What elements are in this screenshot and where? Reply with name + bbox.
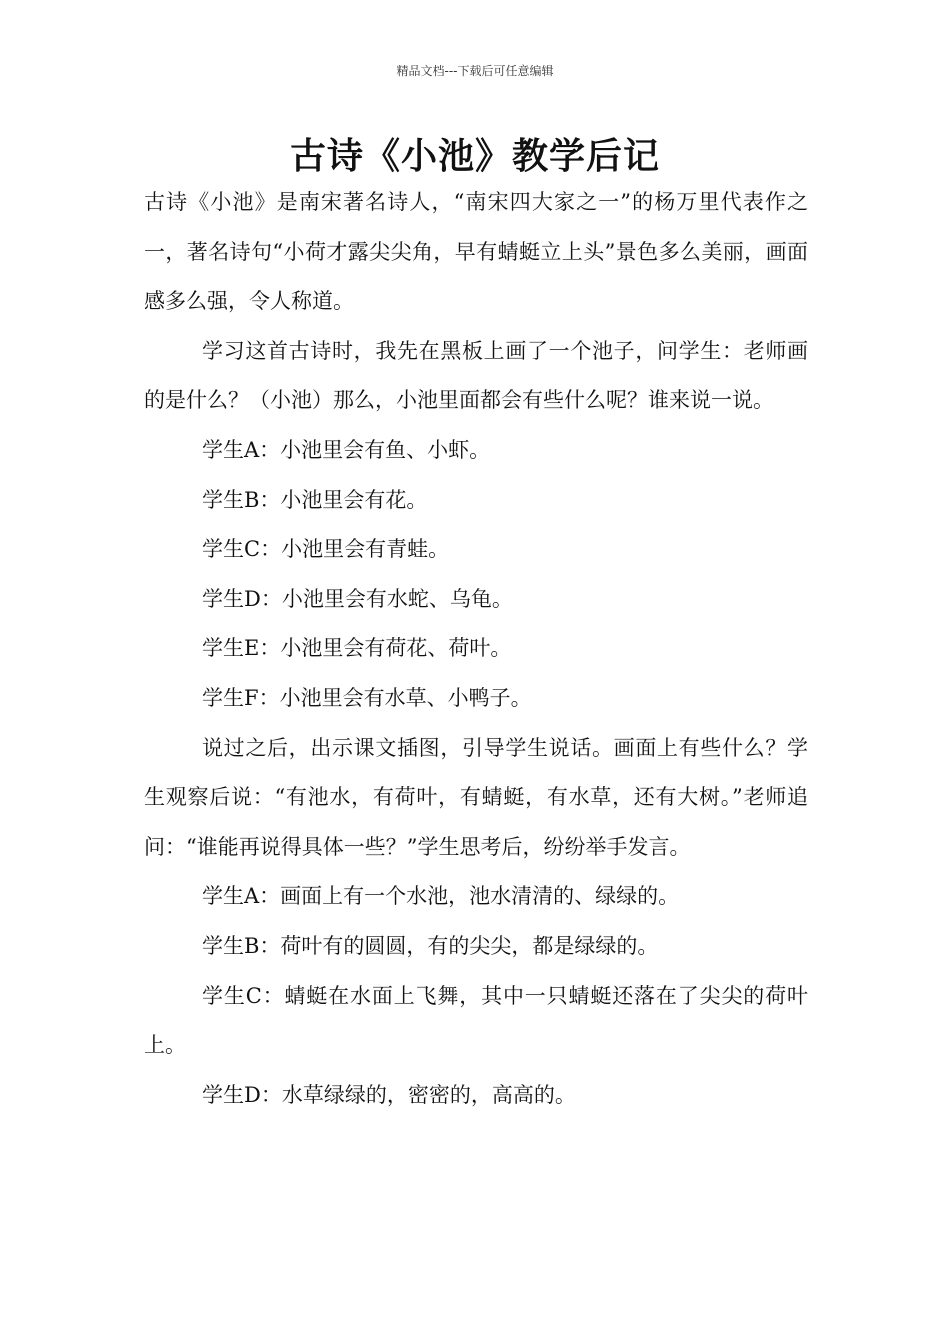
student-answer: 学生D：小池里会有水蛇、乌龟。 xyxy=(202,586,513,611)
student-answer: 学生A：小池里会有鱼、小虾。 xyxy=(202,437,491,462)
student-answer: 学生A：画面上有一个水池，池水清清的、绿绿的。 xyxy=(202,884,680,909)
student-answer: 学生C：蜻蜓在水面上飞舞，其中一只蜻蜓还落在了尖尖的荷叶上。 xyxy=(144,983,808,1058)
document-title: 古诗《小池》教学后记 xyxy=(289,136,660,177)
student-answer: 学生E：小池里会有荷花、荷叶。 xyxy=(202,636,512,661)
student-answer: 学生F：小池里会有水草、小鸭子。 xyxy=(202,685,532,710)
student-answer: 学生C：小池里会有青蛙。 xyxy=(202,537,450,562)
document-body xyxy=(144,178,808,1120)
student-answer: 学生B：小池里会有花。 xyxy=(202,487,428,512)
page-header: 精品文档---下载后可任意编辑 xyxy=(396,64,554,78)
student-answer: 学生B：荷叶有的圆圆，有的尖尖，都是绿绿的。 xyxy=(202,933,659,958)
paragraph-lesson: 学习这首古诗时，我先在黑板上画了一个池子，问学生：老师画的是什么？（小池）那么，小池里面都会有些什么呢？谁来说一说。 xyxy=(144,338,808,413)
paragraph-illustration: 说过之后，出示课文插图，引导学生说话。画面上有些什么？学生观察后说：“有池水，有荷叶，有蜻蜓，有水草，还有大树。”老师追问：“谁能再说得具体一些？”学生思考后，纷纷举手发言。 xyxy=(144,735,808,859)
paragraph-intro: 古诗《小池》是南宋著名诗人，“南宋四大家之一”的杨万里代表作之一，著名诗句“小荷才露尖尖角，早有蜻蜓立上头”景色多么美丽，画面感多么强，令人称道。 xyxy=(144,190,808,314)
student-answer: 学生D：水草绿绿的，密密的，高高的。 xyxy=(202,1082,576,1107)
